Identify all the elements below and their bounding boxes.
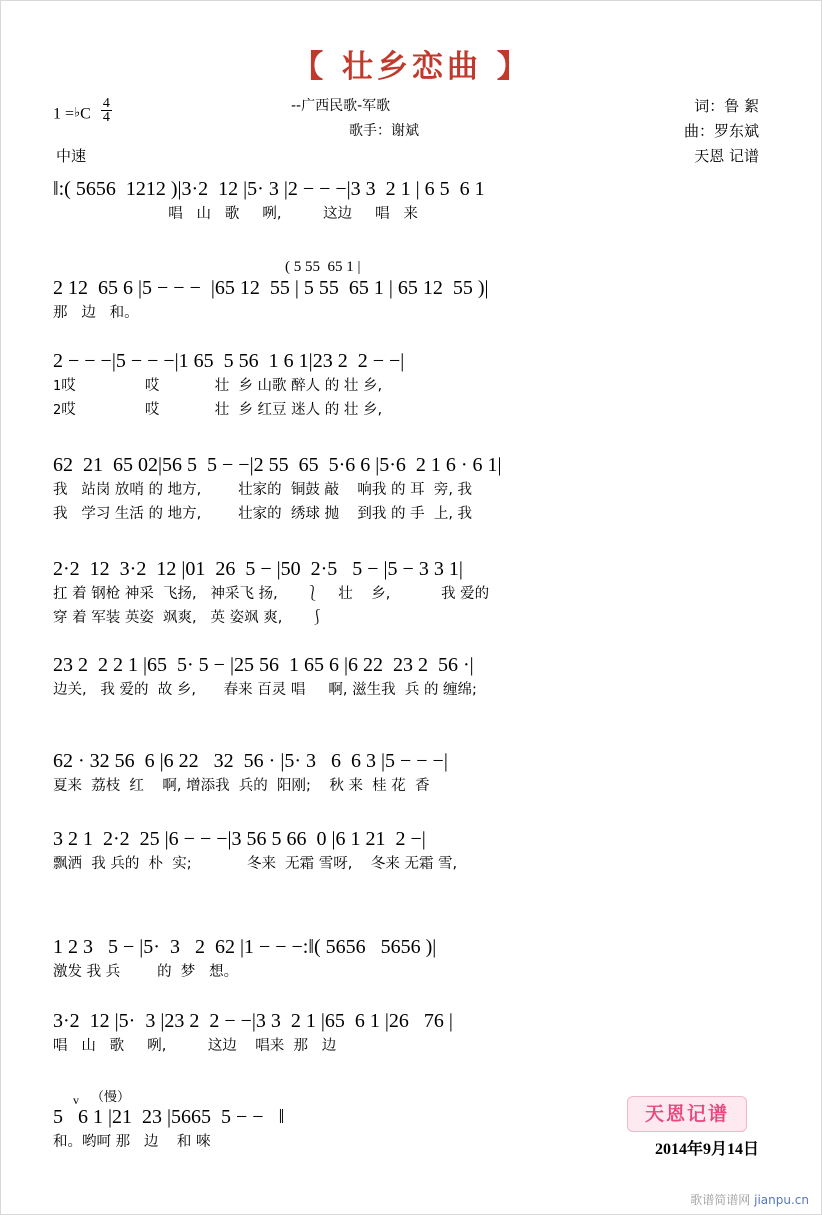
credit-lyricist: 词：鲁 絮: [694, 97, 759, 115]
notation-line: 2·2 12 3·2 12 |01 26 5 − |50 2·5 5 − |5 − 3 3 1|: [53, 558, 463, 580]
watermark-text: 歌谱简谱网: [690, 1193, 751, 1207]
notation-line: 3·2 12 |5· 3 |23 2 2 − −|3 3 2 1 |65 6 1 |26 76 |: [53, 1010, 453, 1032]
music-system-7: [53, 749, 773, 798]
transcriber-stamp: 天恩记谱: [627, 1096, 747, 1132]
music-system-4: [53, 453, 773, 526]
lyrics-line-verse-2: 穿 着 军装 英姿 飒爽, 英 姿飒 爽, ⎰: [53, 609, 325, 626]
notation-line: 5 6 1 |21 23 |5665 5 − − ‖: [53, 1106, 285, 1128]
tempo-marking: 中速: [56, 147, 87, 165]
lyrics-line: 那 边 和。: [53, 305, 139, 321]
subtitle-source: --广西民歌-军歌: [291, 98, 391, 114]
ornament-line: ( 5 55 65 1 |: [285, 259, 361, 275]
credit-composer: 曲：罗东斌: [683, 122, 759, 140]
meter-numerator: 4: [102, 96, 110, 111]
breath-mark: v: [73, 1093, 79, 1107]
lyrics-line: 唱 山 歌 咧, 这边 唱来 那 边: [53, 1038, 337, 1054]
lyrics-line: 和。哟呵 那 边 和 唻: [53, 1134, 211, 1150]
page-title: [1, 41, 822, 86]
notation-line: 62 · 32 56 6 |6 22 32 56 · |5· 3 6 6 3 |5 − − −|: [53, 750, 448, 772]
lyrics-line-verse-1: [53, 376, 773, 398]
lyrics-text: 哎 哎 壮 乡 山歌 醉人 的 壮 乡,: [61, 378, 383, 394]
watermark-site: jianpu.cn: [754, 1193, 809, 1207]
notation-line: 2 12 65 6 |5 − − − |65 12 55 | 5 55 65 1 | 65 12 55 )|: [53, 277, 489, 299]
music-system-2: [53, 259, 773, 325]
date-text: 2014年9月14日: [654, 1141, 759, 1158]
lyrics-line: 边关, 我 爱的 故 乡, 春来 百灵 唱 啊, 滋生我 兵 的 缠绵;: [53, 682, 477, 698]
lyrics-line: 飘洒 我 兵的 朴 实; 冬来 无霜 雪呀, 冬来 无霜 雪,: [53, 856, 458, 872]
music-system-5: [53, 557, 773, 630]
notation-line: 2 − − −|5 − − −|1 65 5 56 1 6 1|23 2 2 − −|: [53, 350, 405, 372]
lyrics-line-verse-2: [53, 400, 773, 422]
lyrics-line: 激发 我 兵 的 梦 想。: [53, 964, 239, 980]
subtitle-singer: 歌手：谢斌: [349, 123, 419, 139]
credit-transcriber: 天恩 记谱: [694, 147, 759, 165]
title-bracket-right: 】: [496, 49, 532, 85]
lyrics-line-verse-1: 我 站岗 放哨 的 地方, 壮家的 铜鼓 敲 响我 的 耳 旁, 我: [53, 482, 473, 498]
watermark: [690, 1191, 809, 1208]
notation-line: 23 2 2 2 1 |65 5· 5 − |25 56 1 65 6 |6 22 23 2 56 ·|: [53, 654, 474, 676]
music-system-1: [53, 177, 773, 226]
music-system-9: [53, 935, 773, 984]
music-system-8: [53, 827, 773, 876]
lyrics-text: 哎 哎 壮 乡 红豆 迷人 的 壮 乡,: [61, 401, 383, 418]
title-text: 壮乡恋曲: [342, 49, 482, 85]
key-signature: [53, 97, 112, 125]
music-system-3: [53, 349, 773, 422]
music-system-6: [53, 653, 773, 702]
key-flat-symbol: ♭: [74, 104, 81, 120]
lyrics-line: 夏来 荔枝 红 啊, 增添我 兵的 阳刚; 秋 来 桂 花 香: [53, 778, 430, 794]
music-system-10: [53, 1009, 773, 1058]
meter-denominator: 4: [102, 110, 110, 126]
notation-line: 1 2 3 5 − |5· 3 2 62 |1 − − −:‖( 5656 5656 )|: [53, 936, 437, 958]
tempo-slow-marking: （慢）: [91, 1090, 131, 1105]
notation-line: 3 2 1 2·2 25 |6 − − −|3 56 5 66 0 |6 1 21 2 −|: [53, 828, 426, 850]
time-signature: [101, 97, 112, 125]
key-label: 1 =: [53, 105, 75, 123]
verse-number: 1: [53, 379, 62, 394]
verse-number: 2: [53, 402, 62, 418]
key-letter: C: [80, 105, 91, 123]
notation-line: ‖:( 5656 1212 )|3·2 12 |5· 3 |2 − − −|3 3 2 1 | 6 5 6 1: [53, 178, 485, 200]
lyrics-line: 唱 山 歌 咧, 这边 唱 来: [53, 206, 418, 222]
lyrics-line-verse-1: 扛 着 钢枪 神采 飞扬, 神采飞 扬, ⎱ 壮 乡, 我 爱的: [53, 586, 490, 602]
lyrics-line-verse-2: 我 学习 生活 的 地方, 壮家的 绣球 抛 到我 的 手 上, 我: [53, 505, 473, 522]
notation-line: 62 21 65 02|56 5 5 − −|2 55 65 5·6 6 |5·6 2 1 6 · 6 1|: [53, 454, 502, 476]
title-bracket-left: 【: [292, 49, 328, 85]
